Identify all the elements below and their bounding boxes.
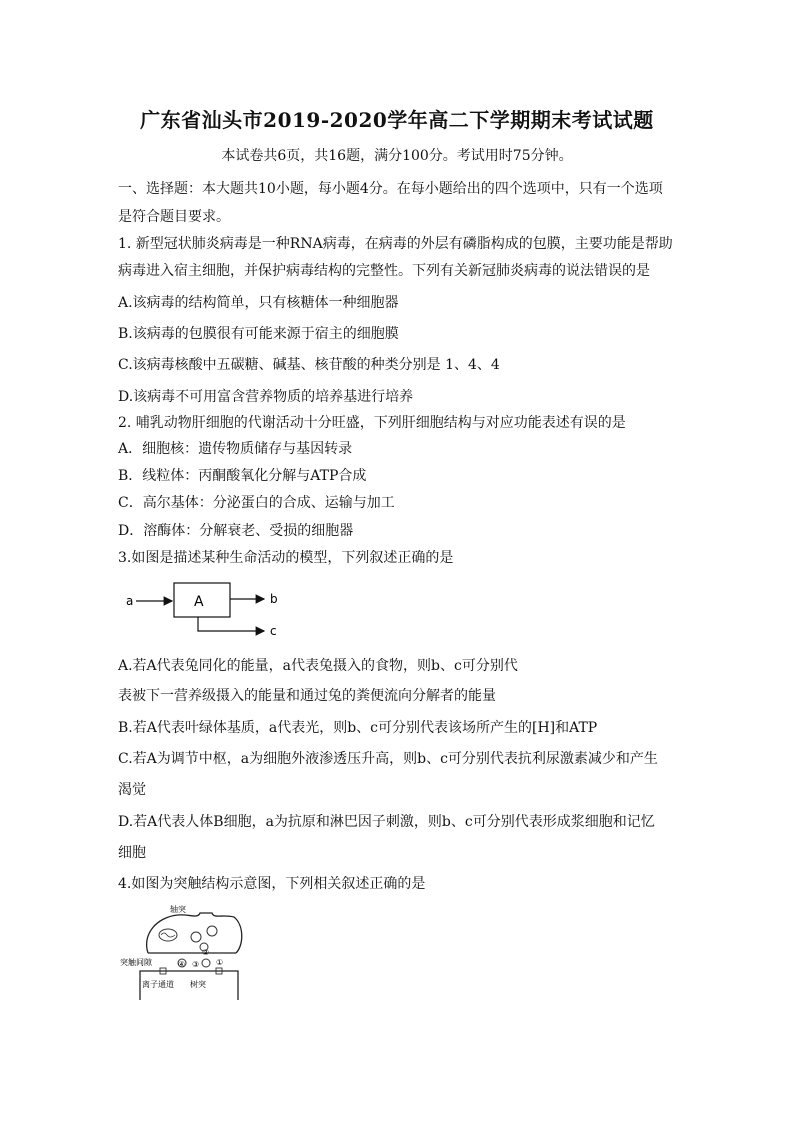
q3-model-diagram [120,575,290,645]
synapse-diagram [120,905,250,1005]
diagram-output-b: b [270,592,278,606]
q3-option-a-line2: 表被下一营养级摄入的能量和通过兔的粪便流向分解者的能量 [118,688,496,704]
mitochondrion [159,929,177,941]
q3-option-b: B.若A代表叶绿体基质，a代表光，则b、c可分别代表该场所产生的[H]和ATP [118,720,598,736]
q3-option-a-line1: A.若A代表兔同化的能量，a代表兔摄入的食物，则b、c可分别代 [118,658,518,674]
label-ion-channel: 离子通道 [142,980,174,989]
q2-stem: 2. 哺乳动物肝细胞的代谢活动十分旺盛，下列肝细胞结构与对应功能表述有误的是 [118,415,626,431]
diagram-output-c: c [270,624,277,638]
q3-option-d-line1: D.若A代表人体B细胞，a为抗原和淋巴因子刺激，则b、c可分别代表形成浆细胞和记忆 [118,814,655,830]
mitochondrion-cristae [161,933,175,937]
section-heading-line1: 一、选择题：本大题共10小题，每小题4分。在每小题给出的四个选项中，只有一个选项 [118,181,663,197]
q3-option-d-line2: 细胞 [118,845,146,861]
label-axon: 轴突 [170,905,186,914]
q1-stem-line2: 病毒进入宿主细胞，并保护病毒结构的完整性。下列有关新冠肺炎病毒的说法错误的是 [118,263,650,279]
marker-4: ④ [178,960,186,969]
q2-option-a: A．细胞核：遗传物质储存与基因转录 [118,441,353,457]
marker-2: ② [202,948,210,957]
synaptic-vesicle [191,932,201,942]
marker-1: ① [216,958,224,967]
exam-title: 广东省汕头市2019-2020学年高二下学期期末考试试题 [140,108,654,132]
q1-option-a: A.该病毒的结构简单，只有核糖体一种细胞器 [118,295,399,311]
diagram-input-label: a [126,594,134,608]
q2-option-d: D．溶酶体：分解衰老、受损的细胞器 [118,523,354,539]
q2-option-b: B．线粒体：丙酮酸氧化分解与ATP合成 [118,468,367,484]
q1-option-d: D.该病毒不可用富含营养物质的培养基进行培养 [118,389,414,405]
q4-stem: 4.如图为突触结构示意图，下列相关叙述正确的是 [118,876,426,892]
q1-option-c: C.该病毒核酸中五碳糖、碱基、核苷酸的种类分别是 1、4、4 [118,357,500,373]
diagram-box-label: A [194,594,204,610]
section-heading-line2: 是符合题目要求。 [118,209,230,225]
q1-option-b: B.该病毒的包膜很有可能来源于宿主的细胞膜 [118,326,399,342]
q3-option-c-line2: 渴觉 [118,782,146,798]
q3-stem: 3.如图是描述某种生命活动的模型，下列叙述正确的是 [118,550,454,566]
q1-stem-line1: 1. 新型冠状肺炎病毒是一种RNA病毒，在病毒的外层有磷脂构成的包膜，主要功能是帮助 [118,236,673,252]
axon-terminal-membrane [147,913,242,953]
exam-subtitle: 本试卷共6页，共16题，满分100分。考试用时75分钟。 [221,148,573,164]
arrow-A-to-c [198,617,264,631]
label-synaptic-cleft: 突触间隙 [120,958,152,967]
cleft-marker [202,959,210,967]
q3-option-c-line1: C.若A为调节中枢，a为细胞外液渗透压升高，则b、c可分别代表抗利尿激素减少和产生 [118,751,658,767]
q2-option-c: C．高尔基体：分泌蛋白的合成、运输与加工 [118,495,395,511]
marker-3: ③ [192,960,200,969]
label-dendrite: 树突 [190,980,206,989]
synaptic-vesicle [207,926,217,936]
